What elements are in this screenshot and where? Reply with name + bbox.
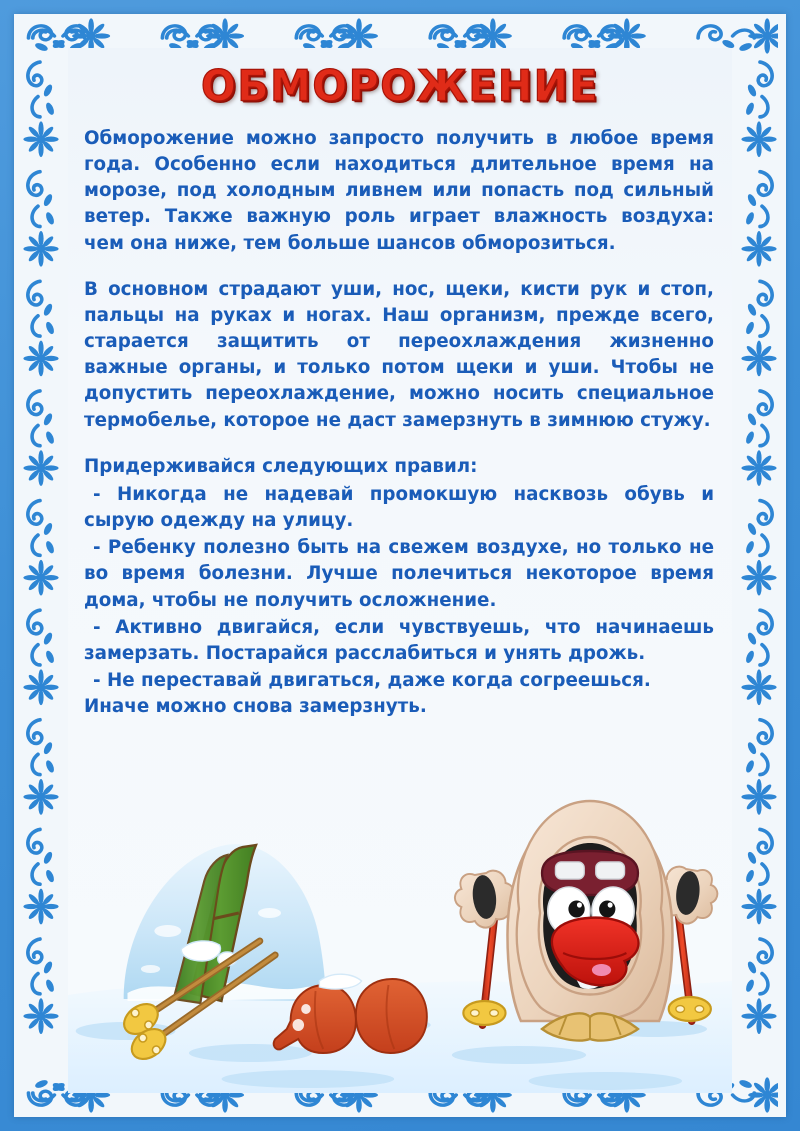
article-body [84, 126, 714, 721]
paragraph-intro: Обморожение можно запросто получить в любое время года. Особенно если находиться длительное время на морозе, под холодным ливнем или попасть под сильный ветер. Также важную роль играет влажность воздуха: чем она ниже, тем больше шансов обморозиться. [84, 128, 714, 254]
decorative-frame [14, 14, 786, 1117]
rule-item-4: - Не переставай двигаться, даже когда согреешься. Иначе можно снова замерзнуть. [84, 669, 651, 718]
ornament-border-left [18, 58, 64, 1073]
winter-illustration [68, 763, 732, 1093]
ornament-border-right [736, 58, 782, 1073]
ski-goggles [542, 851, 638, 895]
content-card [68, 48, 732, 1093]
paragraph-affected-areas: В основном страдают уши, нос, щеки, кисти рук и стоп, пальцы на руках и ногах. Наш организм, прежде всего, старается защитить от переохлаждения жизненно важные органы, и только потом щеки и уши. Чтобы не допустить переохлаждение, можно носить специальное термобелье, которое не даст замерзнуть в зимнюю стужу. [84, 278, 714, 431]
penguin-skier [455, 801, 717, 1041]
rules-heading: Придерживайся следующих правил: [84, 455, 478, 477]
title-container [68, 62, 732, 110]
rule-item-3: - Активно двигайся, если чувствуешь, что начинаешь замерзать. Постарайся расслабиться и унять дрожь. [84, 616, 714, 664]
page-title: ОБМОРОЖЕНИЕ [201, 61, 599, 111]
rule-item-1: - Никогда не надевай промокшую насквозь обувь и сырую одежду на улицу. [84, 483, 714, 532]
rule-item-2: - Ребенку полезно быть на свежем воздухе, но только не во время болезни. Лучше полечиться некоторое время дома, чтобы не получить осложнение. [84, 537, 714, 611]
